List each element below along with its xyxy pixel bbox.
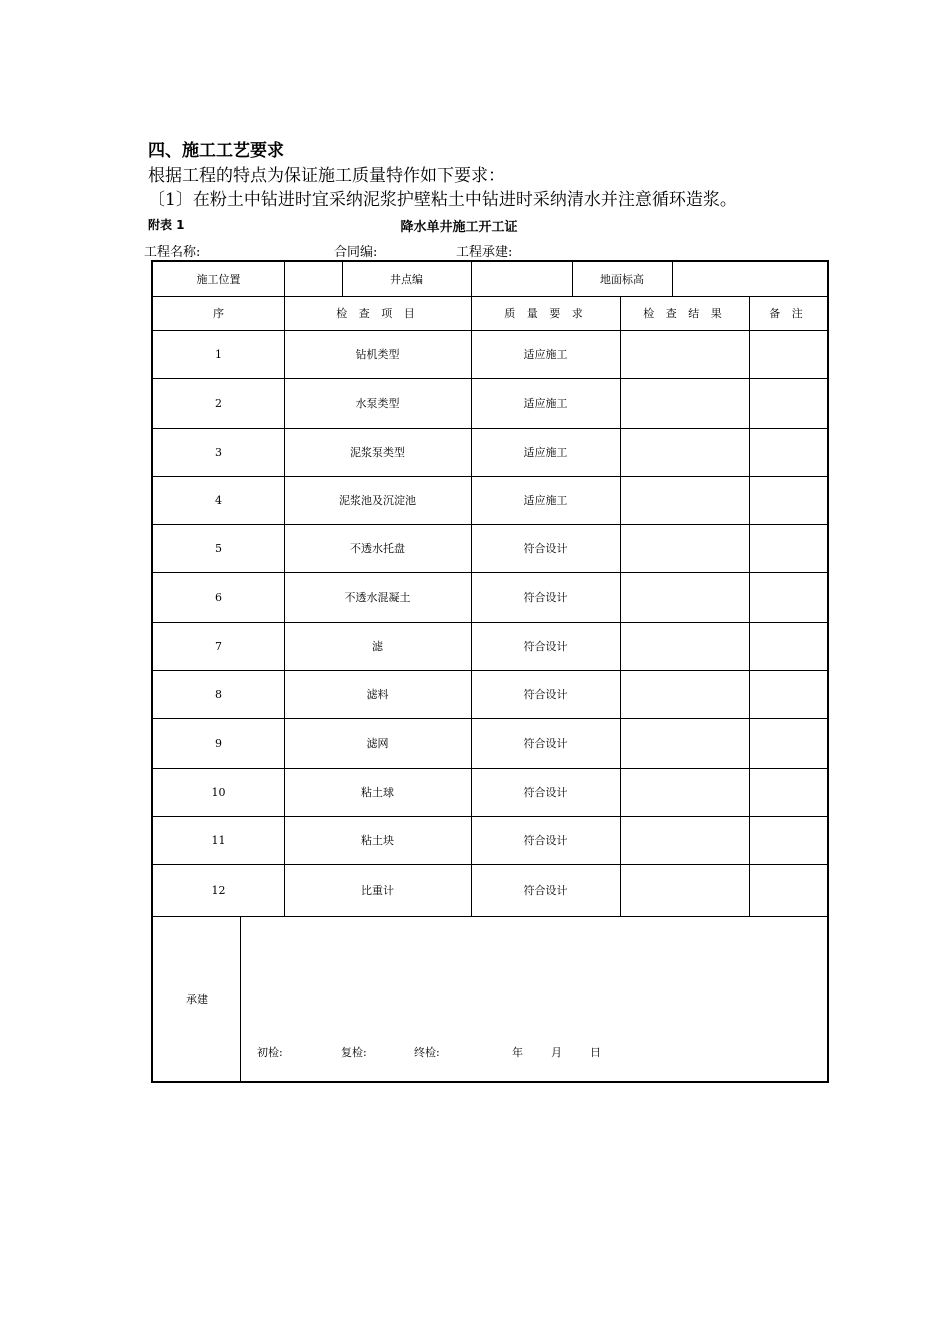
row-requirement-cell: 符合设计 xyxy=(523,591,568,604)
section-heading: 四、施工工艺要求 xyxy=(148,141,284,161)
row-remark-cell xyxy=(749,816,827,864)
row-result-cell xyxy=(620,864,749,916)
row-seq-cell: 1 xyxy=(215,347,222,361)
row-requirement-cell: 适应施工 xyxy=(523,446,568,459)
col-requirement-header: 质 量 要 求 xyxy=(504,307,587,320)
row-remark-cell xyxy=(749,524,827,572)
row-result-cell xyxy=(620,330,749,378)
row-item-cell: 粘土球 xyxy=(361,786,394,799)
row-seq-cell: 3 xyxy=(215,445,222,459)
row-requirement-cell: 适应施工 xyxy=(523,397,568,410)
row-remark-cell xyxy=(749,622,827,670)
row-seq-cell: 4 xyxy=(215,493,222,507)
row-requirement-cell: 符合设计 xyxy=(523,688,568,701)
well-no-label: 井点编 xyxy=(390,273,423,286)
permit-form-table xyxy=(151,260,829,1083)
row-seq-cell: 7 xyxy=(215,639,222,653)
row-requirement-cell: 符合设计 xyxy=(523,737,568,750)
row-remark-cell xyxy=(749,330,827,378)
row-seq-cell: 9 xyxy=(215,736,222,750)
row-requirement-cell: 符合设计 xyxy=(523,884,568,897)
form-title: 降水单井施工开工证 xyxy=(400,220,518,235)
row-requirement-cell: 符合设计 xyxy=(523,786,568,799)
row-item-cell: 不透水托盘 xyxy=(350,542,405,555)
row-remark-cell xyxy=(749,378,827,428)
col-item-header: 检 查 项 目 xyxy=(336,307,419,320)
requirement-paragraph: 〔1〕在粉土中钻进时宜采纳泥浆护壁粘土中钻进时采纳清水并注意循环造浆。 xyxy=(148,190,737,210)
row-requirement-cell: 符合设计 xyxy=(523,542,568,555)
row-result-cell xyxy=(620,378,749,428)
row-seq-cell: 5 xyxy=(215,541,222,555)
row-requirement-cell: 适应施工 xyxy=(523,348,568,361)
row-requirement-cell: 符合设计 xyxy=(523,834,568,847)
well-no-value xyxy=(471,262,572,296)
row-seq-cell: 8 xyxy=(215,687,222,701)
ground-elev-label: 地面标高 xyxy=(600,273,644,286)
year-label: 年 xyxy=(512,1046,523,1059)
row-item-cell: 不透水混凝土 xyxy=(344,591,411,604)
row-remark-cell xyxy=(749,670,827,718)
row-item-cell: 钻机类型 xyxy=(355,348,400,361)
row-seq-cell: 12 xyxy=(211,883,226,897)
row-result-cell xyxy=(620,768,749,816)
row-remark-cell xyxy=(749,768,827,816)
row-item-cell: 比重计 xyxy=(361,884,394,897)
row-seq-cell: 6 xyxy=(215,590,222,604)
row-seq-cell: 2 xyxy=(215,396,222,410)
row-item-cell: 滤料 xyxy=(366,688,389,701)
row-result-cell xyxy=(620,476,749,524)
row-remark-cell xyxy=(749,428,827,476)
row-remark-cell xyxy=(749,572,827,622)
contract-no-label: 合同编: xyxy=(334,245,378,260)
project-name-label: 工程名称: xyxy=(144,245,201,260)
location-value xyxy=(284,262,342,296)
approval-section xyxy=(153,916,827,1081)
col-remark-header: 备 注 xyxy=(769,307,807,320)
final-check-label: 终检: xyxy=(414,1046,440,1059)
appendix-label: 附表 1 xyxy=(148,218,185,232)
day-label: 日 xyxy=(590,1046,601,1059)
row-result-cell xyxy=(620,524,749,572)
row-item-cell: 泥浆泵类型 xyxy=(350,446,405,459)
row-result-cell xyxy=(620,816,749,864)
row-remark-cell xyxy=(749,476,827,524)
row-requirement-cell: 符合设计 xyxy=(523,640,568,653)
row-item-cell: 泥浆池及沉淀池 xyxy=(339,494,416,507)
contractor-label: 工程承建: xyxy=(456,245,513,260)
intro-paragraph: 根据工程的特点为保证施工质量特作如下要求： xyxy=(148,166,505,186)
approval-label: 承建 xyxy=(186,993,208,1006)
row-item-cell: 水泵类型 xyxy=(355,397,400,410)
row-result-cell xyxy=(620,718,749,768)
row-result-cell xyxy=(620,622,749,670)
row-seq-cell: 11 xyxy=(211,833,226,847)
first-check-label: 初检: xyxy=(257,1046,283,1059)
month-label: 月 xyxy=(551,1046,562,1059)
row-item-cell: 滤网 xyxy=(366,737,389,750)
row-remark-cell xyxy=(749,864,827,916)
row-result-cell xyxy=(620,572,749,622)
location-label: 施工位置 xyxy=(196,273,241,286)
row-seq-cell: 10 xyxy=(211,785,226,799)
re-check-label: 复检: xyxy=(341,1046,367,1059)
row-remark-cell xyxy=(749,718,827,768)
row-result-cell xyxy=(620,670,749,718)
col-seq-header: 序 xyxy=(213,307,224,320)
col-result-header: 检 查 结 果 xyxy=(643,307,726,320)
row-requirement-cell: 适应施工 xyxy=(523,494,568,507)
row-item-cell: 粘土块 xyxy=(361,834,394,847)
ground-elev-value xyxy=(672,262,827,296)
row-result-cell xyxy=(620,428,749,476)
row-item-cell: 滤 xyxy=(372,640,383,653)
